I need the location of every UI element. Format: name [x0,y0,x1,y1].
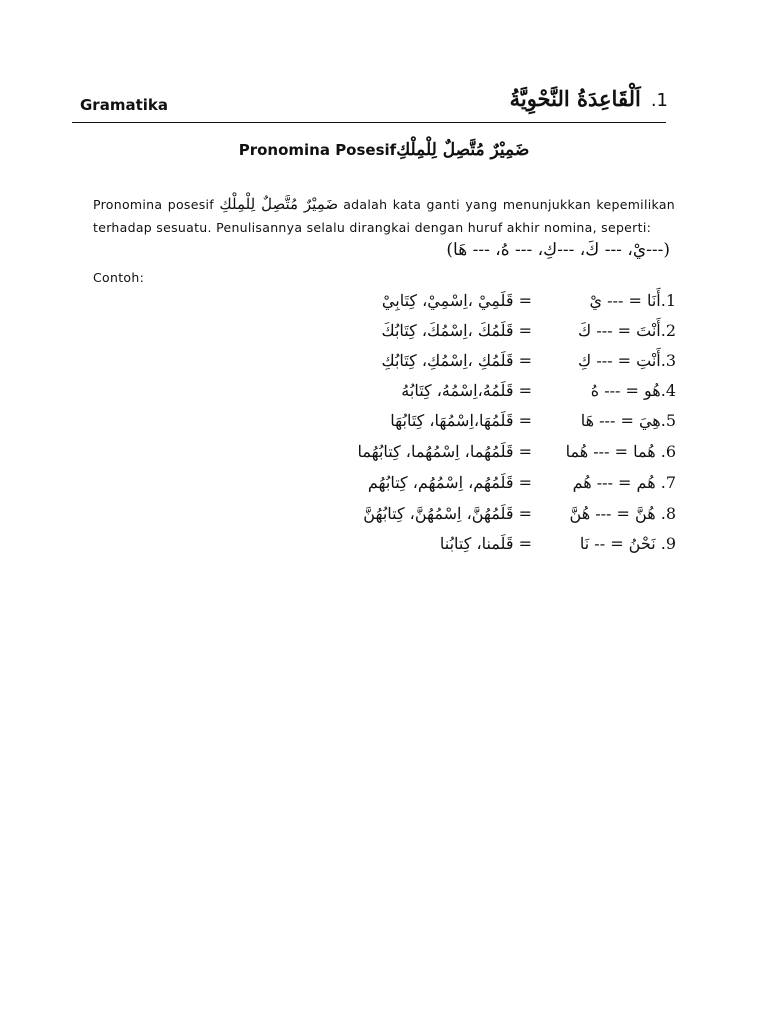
example-words: = قَلَمِيْ ،اِسْمِيْ، كِتَابِيْ [381,291,532,310]
example-pronoun: 1.أَنَا = --- يْ [589,291,676,310]
example-row [0,378,768,408]
example-row [0,501,768,531]
example-row [0,288,768,318]
example-words: = قَلَمُكَ ،اِسْمُكَ، كِتَابُكَ [381,321,532,340]
example-words: = قَلَمُهُ،اِسْمُهُ، كِتَابُهُ [401,381,532,400]
example-pronoun: 7. هُم = --- هُم [572,473,676,492]
suffix-list: (---يْ، --- كَ، ---كِ، --- هُ، --- هَا) [446,240,670,260]
example-pronoun: 3.أَنْتِ = --- كِ [578,351,676,370]
example-words: = قَلَمُهُما، اِسْمُهُما، كِتابُهُما [357,442,532,461]
example-row [0,318,768,348]
paragraph-text-before: Pronomina posesif [93,197,220,212]
subtitle-arabic: ضَمِيْرٌ مُتَّصِلٌ لِلْمِلْكِ [396,140,530,160]
example-row [0,531,768,561]
example-pronoun: 4.هُو = --- هُ [590,381,676,400]
example-words: = قَلَمُكِ ،اِسْمُكِ، كِتَابُكِ [381,351,532,370]
paragraph-text-after: adalah kata ganti yang menunjukkan kepemilikan terhadap sesuatu. Penulisannya selalu dirangkai dengan huruf akhir nomina, seperti: [93,197,675,235]
example-words: = قَلَمُهُنَّ، اِسْمُهُنَّ، كِتابُهُنَّ [363,504,532,523]
example-pronoun: 8. هُنَّ = --- هُنَّ [569,504,676,523]
header [78,86,668,122]
example-row [0,408,768,438]
header-label: Gramatika [80,96,168,114]
examples-label: Contoh: [93,270,145,285]
header-arabic-title [510,86,668,111]
header-divider [72,122,666,123]
intro-paragraph [93,193,675,239]
example-words: = قَلَمُهَا،اِسْمُهَا، كِتَابُهَا [390,411,532,430]
example-words: = قَلَمُهُم، اِسْمُهُم، كِتابُهُم [367,473,532,492]
example-row [0,439,768,469]
example-pronoun: 9. نَحْنُ = -- نَا [579,534,676,553]
example-pronoun: 6. هُما = --- هُما [565,442,676,461]
header-title-text: اَلْقَاعِدَةُ النَّحْوِيَّةُ [509,86,641,111]
subtitle-latin: Pronomina Posesif [238,141,397,159]
example-row [0,470,768,500]
paragraph-arabic-term: ضَمِيْرٌ مُتَّصِلٌ لِلْمِلْكِ [219,195,339,213]
example-words: = قَلَمنا، كِتابُنا [439,534,532,553]
example-row [0,348,768,378]
section-subtitle [0,140,768,160]
example-pronoun: 2.أَنْتَ = --- كَ [578,321,676,340]
header-number: 1. [650,90,668,111]
example-pronoun: 5.هِيَ = --- هَا [580,411,676,430]
